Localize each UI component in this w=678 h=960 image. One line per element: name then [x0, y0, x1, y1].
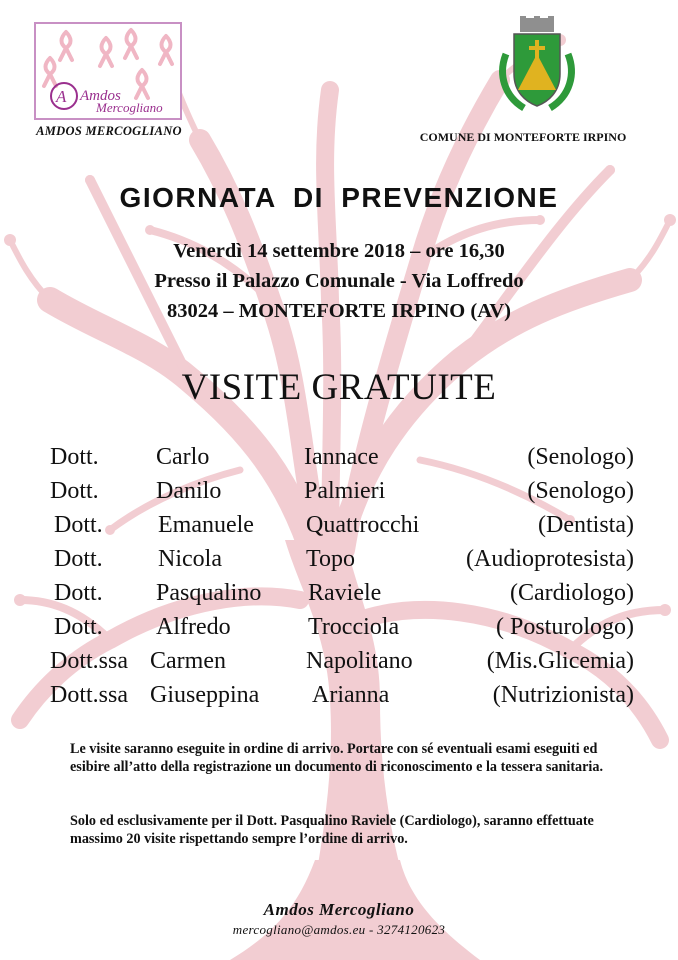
left-organization-label: AMDOS MERCOGLIANO [36, 124, 182, 138]
event-title: GIORNATA DI PREVENZIONE [119, 182, 559, 213]
doctor-row [50, 444, 634, 474]
svg-text:Amdos: Amdos [80, 88, 121, 104]
doctor-specialty: (Mis.Glicemia) [486, 648, 634, 674]
doctor-title: Dott. [54, 512, 103, 538]
svg-text:Mercogliano: Mercogliano [96, 100, 163, 115]
doctor-specialty: (Senologo) [527, 478, 634, 504]
doctor-first-name: Pasqualino [156, 580, 262, 606]
event-city: 83024 – MONTEFORTE IRPINO (AV) [167, 300, 511, 322]
doctor-row [50, 682, 634, 712]
doctor-specialty: (Dentista) [538, 512, 634, 538]
footer-organization: Amdos Mercogliano [263, 900, 415, 919]
doctor-title: Dott.ssa [50, 682, 128, 708]
doctor-first-name: Nicola [158, 546, 222, 572]
doctor-row [50, 580, 634, 610]
doctor-specialty: ( Posturologo) [496, 614, 634, 640]
doctor-last-name: Topo [306, 546, 355, 572]
doctor-first-name: Giuseppina [150, 682, 260, 708]
doctor-last-name: Arianna [312, 682, 390, 708]
doctor-title: Dott. [54, 546, 103, 572]
svg-text:A: A [56, 87, 67, 106]
doctor-row [50, 648, 634, 678]
doctor-row [50, 614, 634, 644]
event-date: Venerdì 14 settembre 2018 – ore 16,30 [173, 240, 505, 262]
doctor-last-name: Napolitano [306, 648, 413, 674]
doctor-first-name: Carlo [156, 444, 210, 470]
doctor-title: Dott. [50, 444, 99, 470]
right-organization-label: COMUNE DI MONTEFORTE IRPINO [419, 130, 627, 144]
headline: VISITE GRATUITE [181, 367, 497, 408]
doctor-row [50, 478, 634, 508]
doctor-row [50, 546, 634, 576]
doctor-first-name: Carmen [150, 648, 226, 674]
doctor-specialty: (Senologo) [527, 444, 634, 470]
notes-paragraph-2: Solo ed esclusivamente per il Dott. Pasqualino Raviele (Cardiologo), saranno effettuate massimo 20 visite rispettando sempre l’ordine di arrivo. [70, 813, 594, 847]
doctor-specialty: (Nutrizionista) [492, 682, 634, 708]
doctor-last-name: Palmieri [304, 478, 386, 504]
footer-contact: mercogliano@amdos.eu - 3274120623 [232, 922, 446, 937]
notes-paragraph-1: Le visite saranno eseguite in ordine di arrivo. Portare con sé eventuali esami eseguiti ed esibire all’atto della registrazione un documento di riconoscimento e la tessera sanitaria. [70, 741, 604, 775]
doctor-first-name: Danilo [156, 478, 222, 504]
doctor-last-name: Quattrocchi [306, 512, 420, 538]
doctor-first-name: Alfredo [156, 614, 231, 640]
doctor-title: Dott. [54, 614, 103, 640]
doctor-last-name: Trocciola [308, 614, 400, 640]
doctor-title: Dott.ssa [50, 648, 128, 674]
doctor-last-name: Raviele [308, 580, 382, 606]
doctor-specialty: (Cardiologo) [510, 580, 634, 606]
doctor-title: Dott. [50, 478, 99, 504]
doctor-title: Dott. [54, 580, 103, 606]
doctor-last-name: Iannace [304, 444, 379, 470]
event-place: Presso il Palazzo Comunale - Via Loffredo [154, 270, 524, 292]
doctor-specialty: (Audioprotesista) [466, 546, 634, 572]
doctor-row [50, 512, 634, 542]
doctor-first-name: Emanuele [158, 512, 254, 538]
